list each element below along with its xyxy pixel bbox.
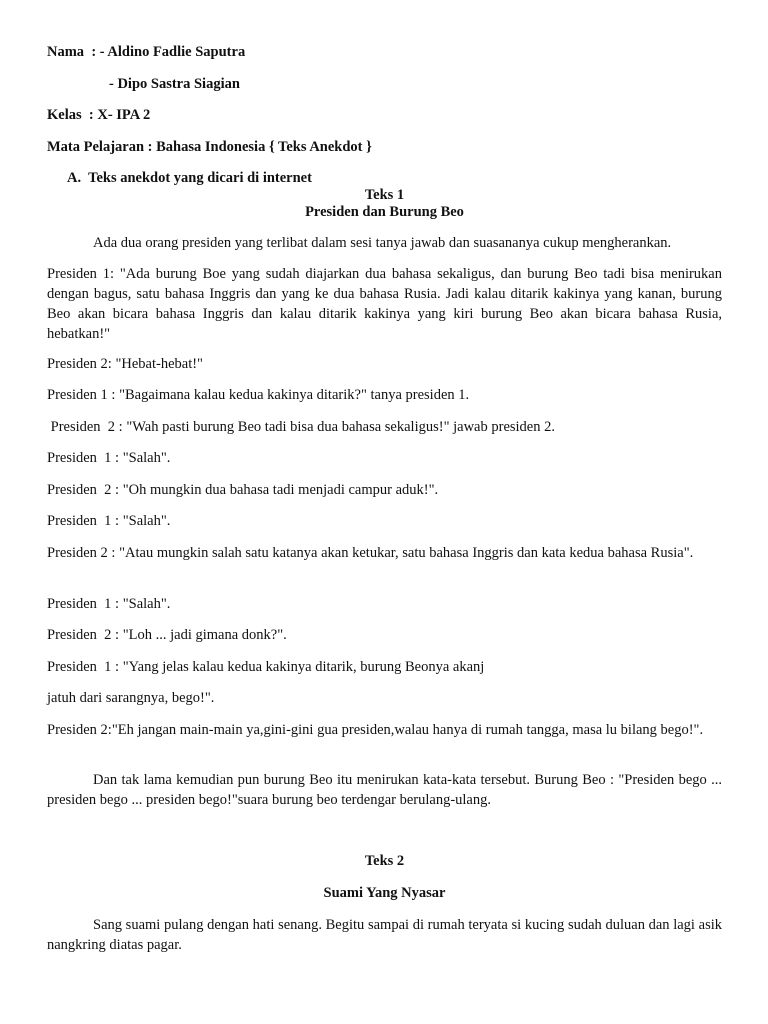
teks1-paragraph: Presiden 2 : "Atau mungkin salah satu katanya akan ketukar, satu bahasa Inggris dan kata kedua bahasa Rusia". bbox=[47, 545, 694, 561]
teks1-paragraph: Presiden 2 : "Oh mungkin dua bahasa tadi menjadi campur aduk!". bbox=[47, 482, 439, 498]
kelas-value: : X- IPA 2 bbox=[88, 107, 151, 123]
teks1-paragraph: Presiden 1 : "Yang jelas kalau kedua kakinya ditarik, burung Beonya akanj bbox=[47, 659, 485, 675]
teks1-paragraph: Presiden 1 : "Bagaimana kalau kedua kakinya ditarik?" tanya presiden 1. bbox=[47, 387, 470, 403]
teks2-title: Suami Yang Nyasar bbox=[323, 885, 446, 901]
teks2-number: Teks 2 bbox=[364, 853, 405, 869]
nama-label: Nama bbox=[47, 44, 85, 60]
nama-value-2: - Dipo Sastra Siagian bbox=[109, 76, 240, 92]
teks1-paragraph: Presiden 1 : "Salah". bbox=[47, 513, 171, 529]
student-name-line bbox=[47, 43, 245, 61]
teks1-number: Teks 1 bbox=[364, 187, 405, 203]
teks1-title: Presiden dan Burung Beo bbox=[305, 204, 464, 220]
section-a-marker: A. bbox=[67, 170, 82, 186]
teks1-paragraph: Ada dua orang presiden yang terlibat dalam sesi tanya jawab dan suasananya cukup mengherankan. bbox=[93, 235, 672, 251]
section-a-heading bbox=[67, 169, 312, 187]
teks1-paragraph: Presiden 1 : "Salah". bbox=[47, 596, 171, 612]
teks1-paragraph: Presiden 2: "Hebat-hebat!" bbox=[47, 356, 203, 372]
section-a-title: Teks anekdot yang dicari di internet bbox=[88, 170, 312, 186]
teks2-paragraph: Sang suami pulang dengan hati senang. Begitu sampai di rumah teryata si kucing sudah duluan dan lagi asik nangkring diatas pagar. bbox=[47, 917, 722, 953]
teks1-paragraph: Presiden 2 : "Loh ... jadi gimana donk?". bbox=[47, 627, 287, 643]
teks1-paragraph: Presiden 2 : "Wah pasti burung Beo tadi bisa dua bahasa sekaligus!" jawab presiden 2. bbox=[47, 419, 555, 435]
student-name-line-2 bbox=[109, 75, 240, 93]
teks1-paragraph: Presiden 1: "Ada burung Boe yang sudah diajarkan dua bahasa sekaligus, dan burung Beo tadi bisa menirukan dengan bagus, satu bahasa Inggris dan yang ke dua bahasa Rusia. Jadi kalau ditarik kakinya yang kanan, burung Beo akan bicara bahasa Inggris dan kalau ditarik kakinya yang kiri burung Beo akan bicara bahasa Rusia, hebatkan!" bbox=[47, 266, 722, 342]
subject-line: Mata Pelajaran : Bahasa Indonesia { Teks Anekdot } bbox=[47, 139, 372, 155]
nama-value: : - Aldino Fadlie Saputra bbox=[91, 44, 246, 60]
teks1-paragraph: Presiden 2:"Eh jangan main-main ya,gini-gini gua presiden,walau hanya di rumah tangga, masa lu bilang bego!". bbox=[47, 722, 704, 738]
kelas-label: Kelas bbox=[47, 107, 82, 123]
class-line bbox=[47, 106, 150, 124]
teks1-paragraph: Dan tak lama kemudian pun burung Beo itu menirukan kata-kata tersebut. Burung Beo : "Presiden bego ... presiden bego ... presiden bego!"suara burung beo terdengar berulang-ulang. bbox=[47, 772, 722, 808]
teks1-paragraph: Presiden 1 : "Salah". bbox=[47, 450, 171, 466]
teks1-paragraph: jatuh dari sarangnya, bego!". bbox=[47, 690, 215, 706]
